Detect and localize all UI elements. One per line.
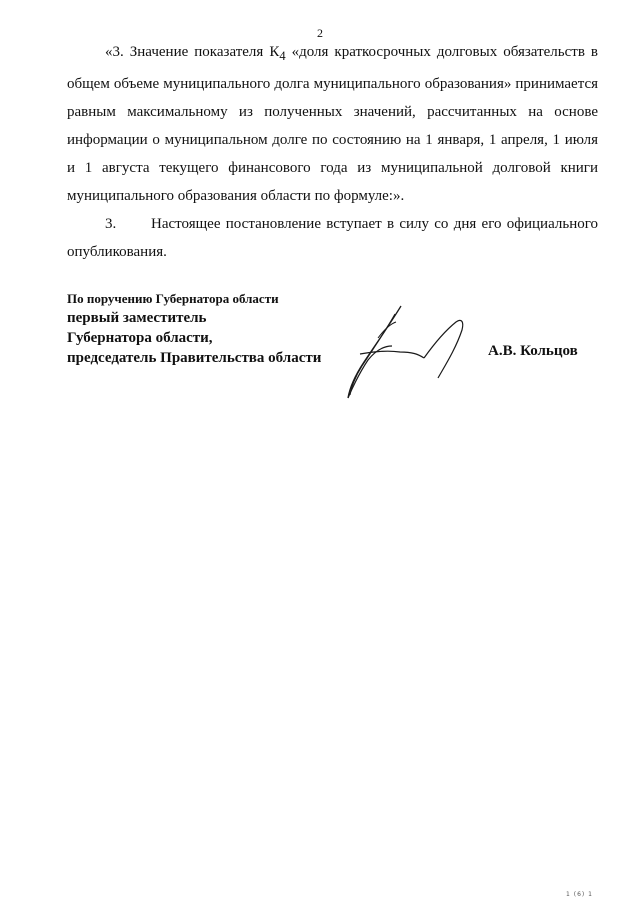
- signature-position-line-3: председатель Правительства области: [67, 350, 322, 366]
- paragraph-effective-date-text: Настоящее постановление вступает в силу со дня его официального опубликования.: [67, 216, 598, 260]
- signature-authority-line: По поручению Губернатора области: [67, 291, 279, 306]
- signature-block: [67, 290, 321, 368]
- paragraph-amendment-prefix: «3. Значение показателя К: [105, 44, 280, 60]
- signer-name: А.В. Кольцов: [488, 343, 578, 359]
- paragraph-effective-date: [67, 210, 598, 266]
- paragraph-amendment: [67, 38, 598, 210]
- indicator-subscript: 4: [279, 49, 286, 63]
- footer-mark: 1 (6) 1: [566, 891, 593, 898]
- signature-position-line-2: Губернатора области,: [67, 330, 213, 346]
- page-number: 2: [317, 26, 323, 40]
- paragraph-amendment-text: «доля краткосрочных долговых обязательств в общем объеме муниципального долга муниципального образования» принимается равным максимальному из полученных значений, рассчитанных на основе информации о муниципальном долге по состоянию на 1 января, 1 апреля, 1 июля и 1 августа текущего финансового года из муниципальной долговой книги муниципального образования области по формуле:».: [67, 44, 598, 204]
- document-body: [67, 38, 598, 266]
- paragraph-number: 3.: [105, 216, 117, 232]
- signature-position-line-1: первый заместитель: [67, 310, 207, 326]
- handwritten-signature: [338, 300, 468, 402]
